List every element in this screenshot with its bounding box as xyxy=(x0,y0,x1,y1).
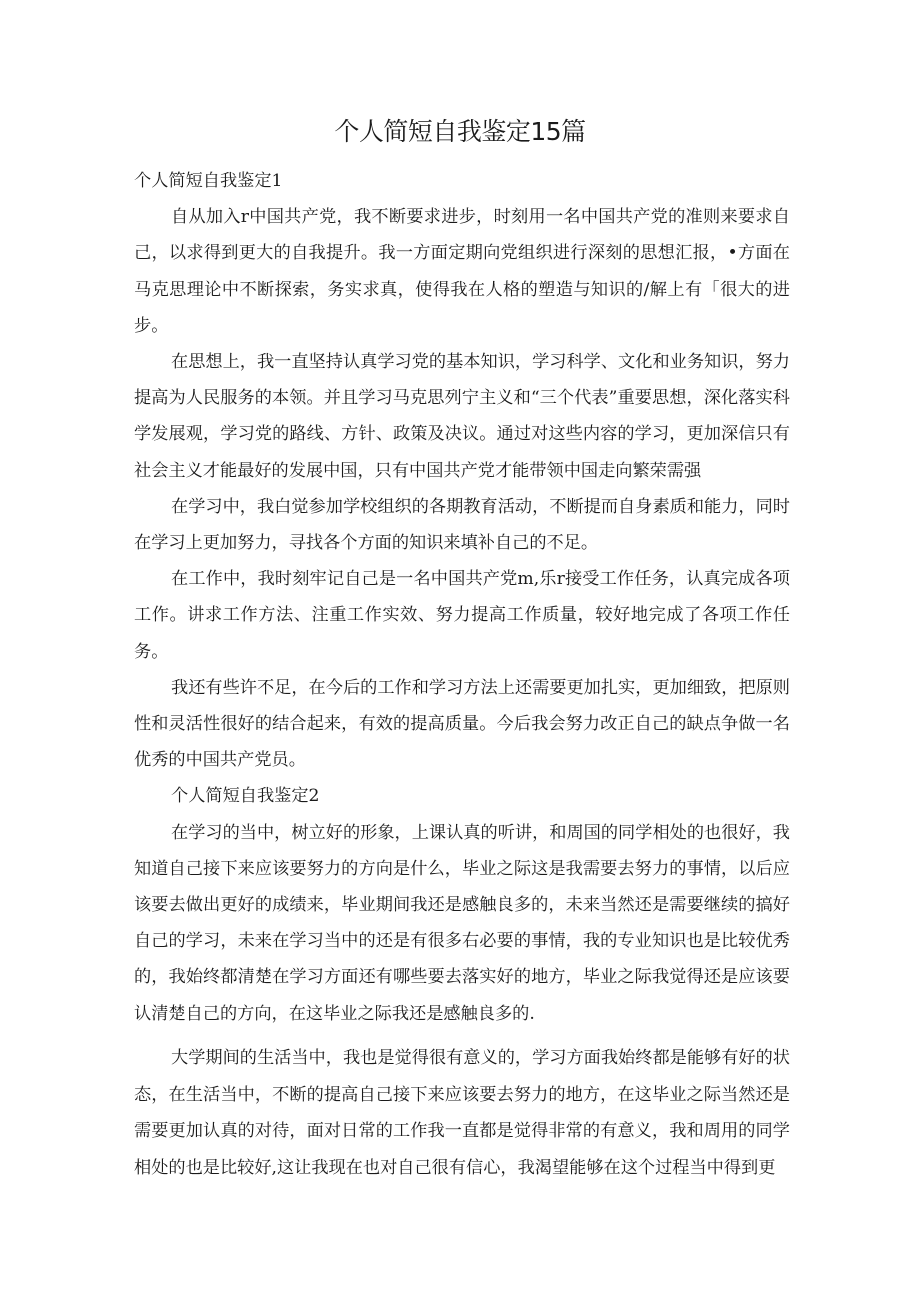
paragraph: 在学习中，我白觉参加学校组织的各期教育活动，不断提而自身素质和能力，同时在学习上更加努力，寻找各个方面的知识来填补自己的不足。 xyxy=(134,496,790,554)
paragraph: 在思想上，我一直坚持认真学习党的基本知识，学习科学、文化和业务知识，努力提高为人民服务的本领。并且学习马克思列宁主义和“三个代表”重要思想，深化落实科学发展观，学习党的路线、方针、政策及决议。通过对这些内容的学习，更加深信只有社会主义才能最好的发展中国，只有中国共产党才能带领中国走向繁荣需强 xyxy=(134,352,790,481)
document-body xyxy=(134,163,790,1187)
section-heading: 个人简短自我鉴定1 xyxy=(134,171,283,191)
document-title: 个人简短自我鉴定15篇 xyxy=(334,117,586,146)
paragraph: 在工作中，我时刻牢记自己是一名中国共产党m,乐r接受工作任务，认真完成各项工作。讲求工作方法、注重工作实效、努力提高工作质量，较好地完成了各项工作任务。 xyxy=(134,569,790,662)
section-heading: 个人简短自我鉴定2 xyxy=(171,786,320,807)
paragraph: 在学习的当中，树立好的形象，上课认真的听讲，和周国的同学相处的也很好，我知道自己接下来应该要努力的方向是什么，毕业之际这是我需要去努力的事情，以后应该要去做出更好的成绩来，毕业期间我还是感触良多的，未来当然还是需要继续的搞好自己的学习，未来在学习当中的还是有很多右必要的事情，我的专业知识也是比较优秀的，我始终都清楚在学习方面还有哪些要去落实好的地方，毕业之际我觉得还是应该要认清楚自己的方向，在这毕业之际我还是感触良多的. xyxy=(134,822,790,1024)
paragraph: 自从加入r中国共产党，我不断要求进步，时刻用一名中国共产党的准则来要求自己，以求得到更大的自我提升。我一方面定期向党组织进行深刻的思想汇报，•方面在马克思理论中不断探索，务实求真，使得我在人格的塑造与知识的/解上有「很大的进步。 xyxy=(134,207,790,336)
paragraph: 大学期间的生活当中，我也是觉得很有意义的，学习方面我始终都是能够有好的状态，在生活当中，不断的提高自己接下来应该要去努力的地方，在这毕业之际当然还是需要更加认真的对待，面对日常的工作我一直都是觉得非常的有意义，我和周用的同学相处的也是比较好,这让我现在也对自己很有信心，我渴望能够在这个过程当中得到更 xyxy=(134,1047,790,1179)
paragraph: 我还有些许不足，在今后的工作和学习方法上还需要更加扎实，更加细致，把原则性和灵活性很好的结合起来，有效的提高质量。今后我会努力改正自己的缺点争做一名优秀的中国共产党员。 xyxy=(134,677,790,771)
